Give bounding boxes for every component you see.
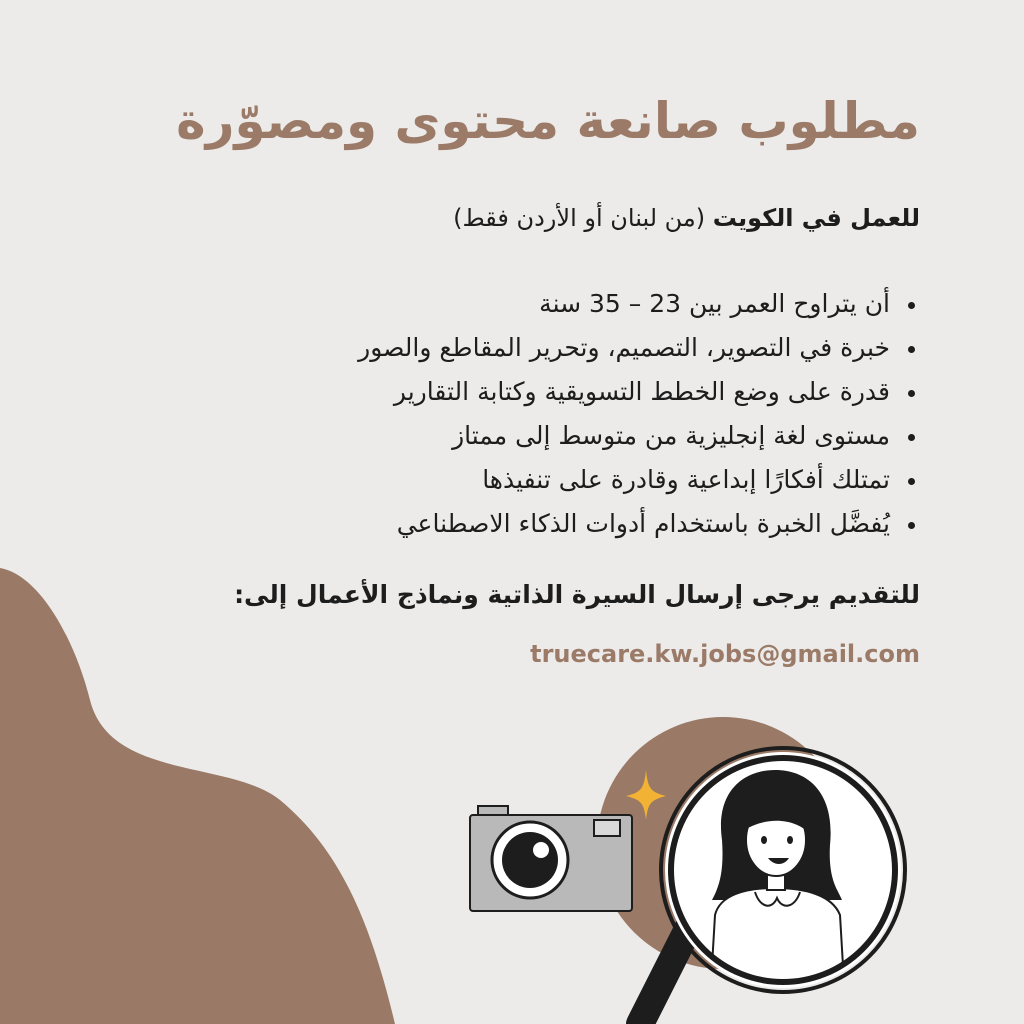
requirement-item: أن يتراوح العمر بين 23 – 35 سنة [358, 282, 920, 326]
apply-instructions: للتقديم يرجى إرسال السيرة الذاتية ونماذج الأعمال إلى: [234, 580, 920, 609]
location-note: (من لبنان أو الأردن فقط) [453, 204, 706, 232]
requirement-item: يُفضَّل الخبرة باستخدام أدوات الذكاء الاصطناعي [358, 502, 920, 546]
location-bold: للعمل في الكويت [712, 204, 920, 232]
requirement-item: تمتلك أفكارًا إبداعية وقادرة على تنفيذها [358, 458, 920, 502]
job-title: مطلوب صانعة محتوى ومصوّرة [176, 92, 920, 150]
requirement-item: قدرة على وضع الخطط التسويقية وكتابة التقارير [358, 370, 920, 414]
contact-email[interactable]: truecare.kw.jobs@gmail.com [530, 640, 920, 668]
camera-icon [470, 806, 632, 911]
requirement-item: خبرة في التصوير، التصميم، وتحرير المقاطع والصور [358, 326, 920, 370]
requirement-item: مستوى لغة إنجليزية من متوسط إلى ممتاز [358, 414, 920, 458]
